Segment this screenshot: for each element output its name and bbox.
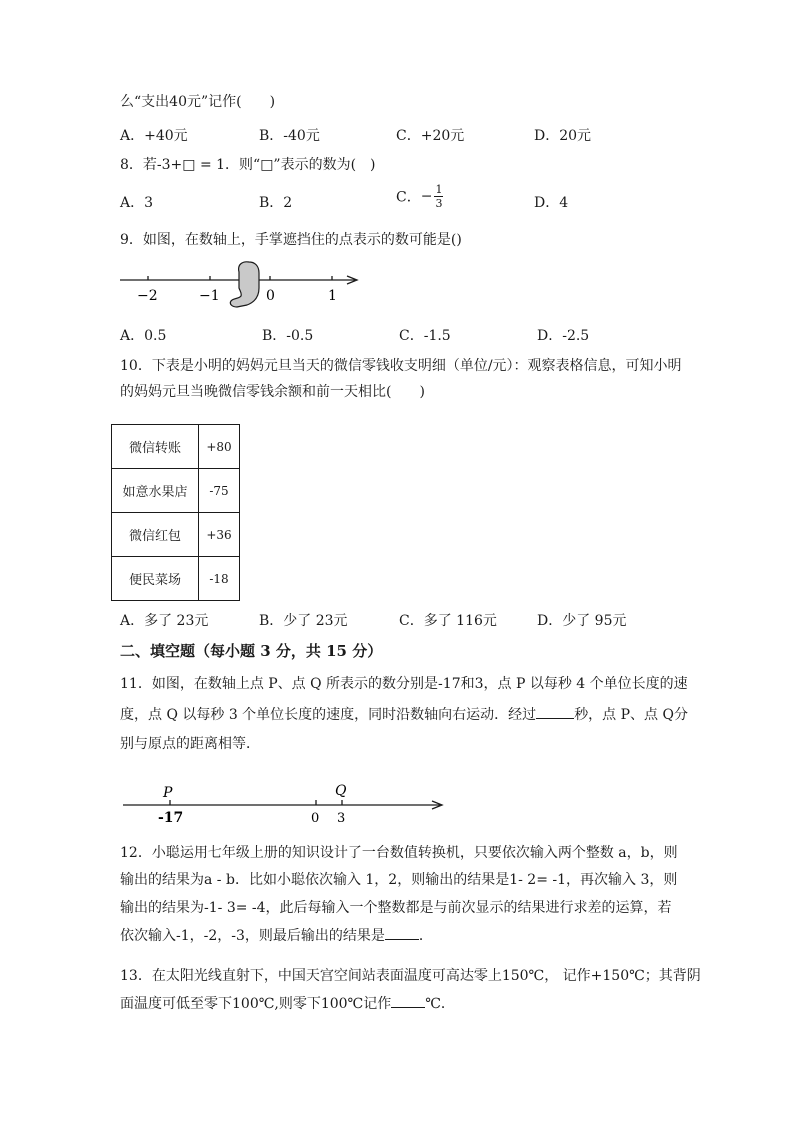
q8-stem: 8．若-3+□ = 1．则“□”表示的数为( ) — [120, 157, 376, 173]
q10-option-a: A．多了 23元 — [120, 613, 209, 629]
q10-options — [120, 610, 680, 630]
q13-line2 — [120, 993, 455, 1014]
tick-label-0: 0 — [311, 811, 320, 826]
q9-option-d: D．-2.5 — [537, 328, 590, 344]
q10-stem-line2: 的妈妈元旦当晚微信零钱余额和前一天相比( ) — [120, 384, 425, 400]
q12-line3: 输出的结果为-1- 3= -4，此后每输入一个整数都是与前次显示的结果进行求差的运算，若 — [120, 900, 672, 916]
ledger-item-name: 微信红包 — [112, 513, 199, 557]
ledger-item-value: +36 — [199, 513, 240, 557]
tick-label-3: 3 — [337, 811, 346, 826]
q12-line4-text-b: ． — [418, 928, 433, 944]
q8-option-c — [396, 183, 443, 210]
q13-line2-text-b: ℃． — [425, 996, 455, 1012]
axis-label-0: 0 — [266, 288, 275, 304]
q11-answer-blank[interactable] — [536, 704, 574, 719]
table-row — [112, 425, 240, 469]
q11-number-line-figure — [118, 780, 453, 826]
fraction-denominator: 3 — [435, 197, 443, 210]
q11-line1: 11．如图，在数轴上点 P、点 Q 所表示的数分别是-17和3，点 P 以每秒 4 个单位长度的速 — [120, 676, 688, 692]
q7-options — [120, 125, 680, 145]
table-row — [112, 513, 240, 557]
q7-option-a: A．+40元 — [120, 128, 188, 144]
q8-options — [120, 183, 680, 212]
q11-line2-text-a: 度，点 Q 以每秒 3 个单位长度的速度，同时沿数轴向右运动．经过 — [120, 707, 537, 723]
tick-label-neg17: -17 — [158, 810, 184, 826]
axis-label-neg1: −1 — [199, 288, 220, 304]
ledger-item-name: 便民菜场 — [112, 557, 199, 601]
q11-line2-text-b: 秒，点 P、点 Q分 — [574, 707, 688, 723]
q13-answer-blank[interactable] — [391, 993, 425, 1008]
table-row — [112, 557, 240, 601]
q7-option-b: B．-40元 — [259, 128, 320, 144]
hand-icon — [230, 262, 259, 307]
q13-line2-text-a: 面温度可低至零下100℃,则零下100℃记作 — [120, 996, 392, 1012]
point-label-p: P — [163, 785, 173, 801]
q10-stem-line1: 10．下表是小明的妈妈元旦当天的微信零钱收支明细（单位/元）：观察表格信息，可知小明 — [120, 358, 682, 374]
q12-answer-blank[interactable] — [385, 925, 419, 940]
q12-line4 — [120, 925, 433, 946]
ledger-item-value: -75 — [199, 469, 240, 513]
q12-line4-text-a: 依次输入-1，-2，-3，则最后输出的结果是 — [120, 928, 385, 944]
q12-line1: 12．小聪运用七年级上册的知识设计了一台数值转换机，只要依次输入两个整数 a，b，则 — [120, 845, 678, 861]
point-label-q: Q — [335, 783, 347, 799]
q8-option-c-label: C． — [396, 189, 421, 206]
ledger-item-name: 如意水果店 — [112, 469, 199, 513]
ledger-item-value: -18 — [199, 557, 240, 601]
q8-option-c-sign: − — [420, 188, 433, 205]
q10-option-d: D．少了 95元 — [537, 613, 627, 629]
q8-option-d: D．4 — [534, 195, 569, 211]
q10-option-c: C．多了 116元 — [399, 613, 497, 629]
axis-label-neg2: −2 — [137, 288, 158, 304]
q8-option-c-fraction — [434, 183, 443, 210]
table-row — [112, 469, 240, 513]
ledger-item-value: +80 — [199, 425, 240, 469]
q11-line3: 别与原点的距离相等． — [120, 736, 260, 752]
q8-option-a: A．3 — [120, 195, 154, 211]
q7-option-c: C．+20元 — [396, 128, 465, 144]
fraction-numerator: 1 — [435, 183, 443, 196]
ledger-item-name: 微信转账 — [112, 425, 199, 469]
q11-line2 — [120, 704, 688, 725]
q9-option-c: C．-1.5 — [399, 328, 451, 344]
q9-option-a: A．0.5 — [120, 328, 167, 344]
q9-number-line-figure — [115, 258, 375, 310]
axis-label-1: 1 — [328, 288, 337, 304]
section-title: 二、填空题（每小题 3 分，共 15 分） — [120, 642, 383, 660]
q8-option-b: B．2 — [259, 195, 293, 211]
q9-options — [120, 325, 680, 345]
q9-option-b: B．-0.5 — [262, 328, 314, 344]
q7-option-d: D．20元 — [534, 128, 592, 144]
wechat-ledger-table — [111, 424, 240, 601]
q9-stem: 9．如图，在数轴上，手掌遮挡住的点表示的数可能是() — [120, 232, 462, 248]
q12-line2: 输出的结果为a - b．比如小聪依次输入 1，2，则输出的结果是1- 2= -1，再次输入 3，则 — [120, 872, 678, 888]
q13-line1: 13．在太阳光线直射下，中国天宫空间站表面温度可高达零上150℃， 记作+150℃；其背阴 — [120, 968, 701, 984]
q10-option-b: B．少了 23元 — [259, 613, 348, 629]
q7-stem-tail: 么“支出40元”记作( ) — [120, 94, 276, 110]
